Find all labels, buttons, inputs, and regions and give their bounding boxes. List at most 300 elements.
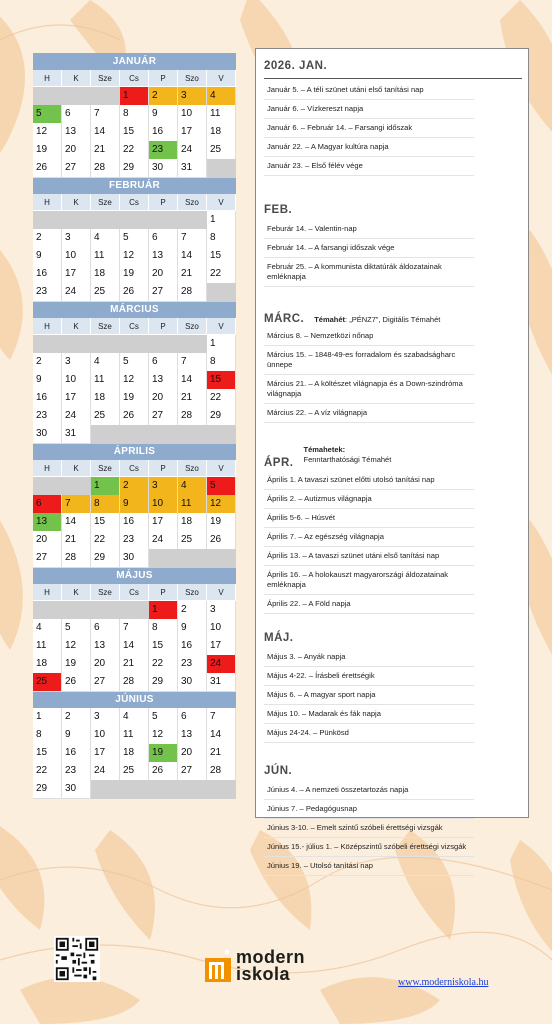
event-item: Március 21. – A költészet világnapja és a Down-szindróma világnapja: [264, 375, 474, 404]
day-cell: 3: [62, 353, 91, 372]
day-cell: 2: [178, 601, 207, 620]
weekday-header: K: [62, 584, 91, 601]
event-item: Február 25. – A kommunista diktatúrák áldozatainak emléknapja: [264, 258, 474, 287]
week-row: [33, 531, 236, 549]
jan-events: [264, 81, 520, 176]
month-title: JÚNIUS: [33, 691, 236, 708]
weekday-header-row: [33, 460, 236, 477]
empty-day-cell: [62, 211, 91, 230]
week-row: [33, 407, 236, 425]
week-row: [33, 549, 236, 567]
day-cell: 29: [91, 549, 120, 568]
day-cell: 3: [178, 87, 207, 106]
day-cell: 15: [149, 637, 178, 656]
empty-day-cell: [178, 211, 207, 230]
event-item: Május 10. – Madarak és fák napja: [264, 705, 474, 724]
weekday-header: Sze: [91, 318, 120, 335]
event-item: Január 6. – Vízkereszt napja: [264, 100, 474, 119]
day-cell: 9: [62, 726, 91, 745]
event-item: Május 4-22. – Írásbeli érettségik: [264, 667, 474, 686]
day-cell: 19: [120, 265, 149, 284]
day-cell: 5: [33, 105, 62, 124]
weekday-header: Cs: [120, 460, 149, 477]
day-cell: 14: [178, 371, 207, 390]
day-cell: 19: [207, 513, 236, 532]
day-cell: 5: [207, 477, 236, 496]
day-cell: 23: [33, 407, 62, 426]
day-cell: 13: [149, 371, 178, 390]
day-cell: 25: [91, 283, 120, 302]
day-cell: 31: [178, 159, 207, 178]
day-cell: 5: [120, 353, 149, 372]
events-panel: [255, 48, 529, 870]
marc-theme-label: Témahét: [314, 315, 346, 324]
weekday-header-row: [33, 70, 236, 87]
day-cell: 7: [120, 619, 149, 638]
day-cell: 4: [120, 708, 149, 727]
month-title: JANUÁR: [33, 53, 236, 70]
day-cell: 2: [33, 353, 62, 372]
event-item: Április 16. – A holokauszt magyarországi áldozatainak emléknapja: [264, 566, 474, 595]
day-cell: 26: [120, 283, 149, 302]
empty-day-cell: [120, 780, 149, 799]
day-cell: 24: [62, 283, 91, 302]
day-cell: 8: [91, 495, 120, 514]
weekday-header: V: [207, 584, 236, 601]
day-cell: 7: [91, 105, 120, 124]
day-cell: 24: [62, 407, 91, 426]
day-cell: 22: [120, 141, 149, 160]
day-cell: 12: [62, 637, 91, 656]
day-cell: 1: [149, 601, 178, 620]
day-cell: 18: [91, 389, 120, 408]
day-cell: 16: [120, 513, 149, 532]
day-cell: 30: [178, 673, 207, 692]
day-cell: 21: [62, 531, 91, 550]
day-cell: 24: [207, 655, 236, 674]
day-cell: 22: [207, 265, 236, 284]
day-cell: 16: [33, 265, 62, 284]
day-cell: 23: [178, 655, 207, 674]
feb-section-header: [264, 200, 520, 218]
day-cell: 31: [207, 673, 236, 692]
day-cell: 10: [178, 105, 207, 124]
day-cell: 8: [120, 105, 149, 124]
event-item: Február 14. – A farsangi időszak vége: [264, 239, 474, 258]
day-cell: 17: [62, 389, 91, 408]
event-item: Május 24-24. – Pünkösd: [264, 724, 474, 743]
weekday-header: P: [149, 70, 178, 87]
event-item: Feburár 14. – Valentin-nap: [264, 220, 474, 239]
day-cell: 10: [62, 247, 91, 266]
day-cell: 28: [178, 283, 207, 302]
weekday-header: Szo: [178, 460, 207, 477]
day-cell: 29: [149, 673, 178, 692]
day-cell: 25: [207, 141, 236, 160]
day-cell: 14: [207, 726, 236, 745]
marc-section-title: MÁRC.: [264, 313, 305, 325]
week-row: [33, 87, 236, 105]
day-cell: 11: [207, 105, 236, 124]
month-title: MÁRCIUS: [33, 301, 236, 318]
weekday-header: K: [62, 460, 91, 477]
empty-day-cell: [33, 335, 62, 354]
empty-day-cell: [120, 335, 149, 354]
empty-day-cell: [62, 601, 91, 620]
weekday-header: Sze: [91, 194, 120, 211]
day-cell: 2: [62, 708, 91, 727]
jun-section-header: [264, 761, 520, 779]
empty-day-cell: [33, 601, 62, 620]
empty-day-cell: [207, 283, 236, 302]
day-cell: 24: [149, 531, 178, 550]
empty-day-cell: [207, 549, 236, 568]
qr-code-icon[interactable]: [54, 936, 100, 982]
day-cell: 30: [149, 159, 178, 178]
day-cell: 25: [120, 762, 149, 781]
day-cell: 27: [33, 549, 62, 568]
day-cell: 10: [149, 495, 178, 514]
event-item: Március 22. – A víz világnapja: [264, 404, 474, 423]
empty-day-cell: [33, 211, 62, 230]
event-item: Március 15. – 1848-49-es forradalom és szabadságharc ünnepe: [264, 346, 474, 375]
day-cell: 7: [178, 229, 207, 248]
day-cell: 18: [207, 123, 236, 142]
event-item: Április 7. – Az egészség világnapja: [264, 528, 474, 547]
day-cell: 21: [120, 655, 149, 674]
day-cell: 19: [120, 389, 149, 408]
weekday-header: H: [33, 70, 62, 87]
weekday-header: Cs: [120, 70, 149, 87]
weekday-header: Szo: [178, 318, 207, 335]
weekday-header: K: [62, 194, 91, 211]
weekday-header: Szo: [178, 584, 207, 601]
day-cell: 22: [91, 531, 120, 550]
week-row: [33, 371, 236, 389]
day-cell: 5: [62, 619, 91, 638]
day-cell: 9: [33, 371, 62, 390]
week-row: [33, 283, 236, 301]
event-item: Június 19. – Utolsó tanítási nap: [264, 857, 474, 876]
weekday-header: P: [149, 194, 178, 211]
day-cell: 14: [120, 637, 149, 656]
day-cell: 20: [91, 655, 120, 674]
month-title: MÁJUS: [33, 567, 236, 584]
day-cell: 25: [33, 673, 62, 692]
event-item: Január 23. – Első félév vége: [264, 157, 474, 176]
weekday-header: Sze: [91, 460, 120, 477]
day-cell: 12: [120, 247, 149, 266]
event-item: Január 22. – A Magyar kultúra napja: [264, 138, 474, 157]
day-cell: 20: [62, 141, 91, 160]
day-cell: 14: [62, 513, 91, 532]
day-cell: 29: [120, 159, 149, 178]
event-item: Június 4. – A nemzeti összetartozás napja: [264, 781, 474, 800]
empty-day-cell: [149, 425, 178, 444]
day-cell: 3: [91, 708, 120, 727]
day-cell: 15: [33, 744, 62, 763]
day-cell: 27: [178, 762, 207, 781]
day-cell: 26: [62, 673, 91, 692]
week-row: [33, 726, 236, 744]
maj-section-header: [264, 628, 520, 646]
day-cell: 26: [33, 159, 62, 178]
day-cell: 6: [91, 619, 120, 638]
day-cell: 9: [178, 619, 207, 638]
day-cell: 30: [62, 780, 91, 799]
jan-section-header: [264, 56, 522, 79]
week-row: [33, 655, 236, 673]
event-item: Április 1. A tavaszi szünet előtti utolsó tanítási nap: [264, 471, 474, 490]
day-cell: 16: [178, 637, 207, 656]
day-cell: 10: [62, 371, 91, 390]
week-row: [33, 353, 236, 371]
logo-mark-icon: [204, 948, 232, 984]
day-cell: 9: [149, 105, 178, 124]
day-cell: 5: [149, 708, 178, 727]
day-cell: 8: [33, 726, 62, 745]
day-cell: 27: [91, 673, 120, 692]
day-cell: 17: [178, 123, 207, 142]
event-item: Június 3-10. – Emelt szintű szóbeli érettségi vizsgák: [264, 819, 474, 838]
event-item: Május 6. – A magyar sport napja: [264, 686, 474, 705]
day-cell: 29: [33, 780, 62, 799]
day-cell: 30: [120, 549, 149, 568]
day-cell: 16: [149, 123, 178, 142]
day-cell: 8: [149, 619, 178, 638]
day-cell: 11: [33, 637, 62, 656]
empty-day-cell: [62, 87, 91, 106]
weekday-header: Cs: [120, 318, 149, 335]
event-item: Június 7. – Pedagógusnap: [264, 800, 474, 819]
day-cell: 14: [178, 247, 207, 266]
day-cell: 18: [33, 655, 62, 674]
day-cell: 27: [62, 159, 91, 178]
day-cell: 19: [33, 141, 62, 160]
day-cell: 3: [62, 229, 91, 248]
day-cell: 31: [62, 425, 91, 444]
day-cell: 6: [149, 229, 178, 248]
week-row: [33, 477, 236, 495]
day-cell: 17: [91, 744, 120, 763]
day-cell: 6: [62, 105, 91, 124]
day-cell: 25: [91, 407, 120, 426]
empty-day-cell: [207, 425, 236, 444]
day-cell: 5: [120, 229, 149, 248]
day-cell: 23: [149, 141, 178, 160]
apr-events: [264, 471, 520, 614]
day-cell: 6: [149, 353, 178, 372]
day-cell: 15: [120, 123, 149, 142]
empty-day-cell: [120, 601, 149, 620]
day-cell: 26: [207, 531, 236, 550]
day-cell: 10: [207, 619, 236, 638]
week-row: [33, 141, 236, 159]
apr-section-header: [264, 445, 520, 469]
day-cell: 12: [207, 495, 236, 514]
weekday-header-row: [33, 194, 236, 211]
week-row: [33, 495, 236, 513]
feb-section-title: FEB.: [264, 204, 293, 216]
day-cell: 20: [33, 531, 62, 550]
marc-events: [264, 327, 520, 423]
day-cell: 20: [178, 744, 207, 763]
day-cell: 11: [178, 495, 207, 514]
day-cell: 11: [91, 371, 120, 390]
day-cell: 8: [207, 353, 236, 372]
day-cell: 2: [120, 477, 149, 496]
week-row: [33, 762, 236, 780]
feb-events: [264, 220, 520, 287]
day-cell: 28: [178, 407, 207, 426]
weekday-header: K: [62, 70, 91, 87]
marc-theme: [314, 315, 440, 325]
day-cell: 1: [207, 211, 236, 230]
day-cell: 22: [149, 655, 178, 674]
modern-iskola-logo: [204, 946, 344, 986]
day-cell: 15: [91, 513, 120, 532]
week-row: [33, 708, 236, 726]
day-cell: 28: [207, 762, 236, 781]
event-item: Január 5. – A téli szünet utáni első tanítási nap: [264, 81, 474, 100]
day-cell: 20: [149, 389, 178, 408]
week-row: [33, 513, 236, 531]
empty-day-cell: [178, 335, 207, 354]
empty-day-cell: [207, 780, 236, 799]
day-cell: 10: [91, 726, 120, 745]
jun-section-title: JÚN.: [264, 765, 293, 777]
empty-day-cell: [178, 780, 207, 799]
day-cell: 20: [149, 265, 178, 284]
day-cell: 21: [178, 265, 207, 284]
day-cell: 13: [33, 513, 62, 532]
logo-line-iskola: iskola: [236, 964, 291, 984]
event-item: Április 2. – Autizmus világnapja: [264, 490, 474, 509]
day-cell: 19: [149, 744, 178, 763]
event-item: Január 6. – Február 14. – Farsangi időszak: [264, 119, 474, 138]
day-cell: 26: [120, 407, 149, 426]
day-cell: 22: [33, 762, 62, 781]
day-cell: 7: [62, 495, 91, 514]
event-item: Április 5-6. – Húsvét: [264, 509, 474, 528]
weekday-header: H: [33, 194, 62, 211]
maj-section-title: MÁJ.: [264, 632, 294, 644]
jan-section-title: 2026. JAN.: [264, 60, 328, 72]
day-cell: 7: [178, 353, 207, 372]
day-cell: 4: [33, 619, 62, 638]
empty-day-cell: [62, 477, 91, 496]
week-row: [33, 265, 236, 283]
event-item: Április 22. – A Föld napja: [264, 595, 474, 614]
apr-section-title: ÁPR.: [264, 457, 294, 469]
empty-day-cell: [207, 159, 236, 178]
day-cell: 8: [207, 229, 236, 248]
day-cell: 9: [33, 247, 62, 266]
apr-theme: Témahetek: Fenntarthatósági Témahét: [303, 445, 392, 464]
day-cell: 24: [178, 141, 207, 160]
day-cell: 12: [120, 371, 149, 390]
weekday-header: P: [149, 318, 178, 335]
day-cell: 18: [178, 513, 207, 532]
week-row: [33, 780, 236, 798]
weekday-header: V: [207, 460, 236, 477]
weekday-header: H: [33, 318, 62, 335]
week-row: [33, 619, 236, 637]
day-cell: 22: [207, 389, 236, 408]
day-cell: 13: [62, 123, 91, 142]
day-cell: 28: [91, 159, 120, 178]
website-link[interactable]: www.moderniskola.hu: [398, 977, 489, 988]
empty-day-cell: [91, 87, 120, 106]
empty-day-cell: [91, 335, 120, 354]
day-cell: 13: [149, 247, 178, 266]
day-cell: 11: [91, 247, 120, 266]
day-cell: 27: [149, 407, 178, 426]
week-row: [33, 123, 236, 141]
day-cell: 21: [178, 389, 207, 408]
weekday-header: H: [33, 460, 62, 477]
empty-day-cell: [33, 87, 62, 106]
day-cell: 1: [91, 477, 120, 496]
day-cell: 1: [120, 87, 149, 106]
day-cell: 15: [207, 247, 236, 266]
marc-section-header: [264, 313, 520, 325]
day-cell: 4: [91, 229, 120, 248]
weekday-header: Szo: [178, 70, 207, 87]
weekday-header: P: [149, 460, 178, 477]
event-item: Május 3. – Anyák napja: [264, 648, 474, 667]
day-cell: 23: [33, 283, 62, 302]
week-row: [33, 601, 236, 619]
calendar-grid: [33, 53, 236, 798]
maj-events: [264, 648, 520, 743]
day-cell: 4: [91, 353, 120, 372]
day-cell: 26: [149, 762, 178, 781]
weekday-header: K: [62, 318, 91, 335]
day-cell: 19: [62, 655, 91, 674]
empty-day-cell: [120, 425, 149, 444]
month-title: ÁPRILIS: [33, 443, 236, 460]
marc-theme-text: : „PÉNZ7”, Digitális Témahét: [345, 315, 441, 324]
empty-day-cell: [149, 549, 178, 568]
day-cell: 2: [149, 87, 178, 106]
empty-day-cell: [149, 780, 178, 799]
empty-day-cell: [178, 549, 207, 568]
empty-day-cell: [149, 335, 178, 354]
day-cell: 2: [33, 229, 62, 248]
day-cell: 21: [91, 141, 120, 160]
day-cell: 29: [207, 407, 236, 426]
event-item: Április 13. – A tavaszi szünet utáni első tanítási nap: [264, 547, 474, 566]
day-cell: 12: [149, 726, 178, 745]
day-cell: 30: [33, 425, 62, 444]
day-cell: 3: [149, 477, 178, 496]
week-row: [33, 673, 236, 691]
day-cell: 28: [62, 549, 91, 568]
empty-day-cell: [178, 425, 207, 444]
week-row: [33, 744, 236, 762]
day-cell: 12: [33, 123, 62, 142]
empty-day-cell: [91, 425, 120, 444]
day-cell: 13: [91, 637, 120, 656]
day-cell: 3: [207, 601, 236, 620]
weekday-header: Sze: [91, 584, 120, 601]
day-cell: 21: [207, 744, 236, 763]
day-cell: 15: [207, 371, 236, 390]
jun-events: [264, 781, 520, 876]
weekday-header: Cs: [120, 584, 149, 601]
weekday-header: Sze: [91, 70, 120, 87]
